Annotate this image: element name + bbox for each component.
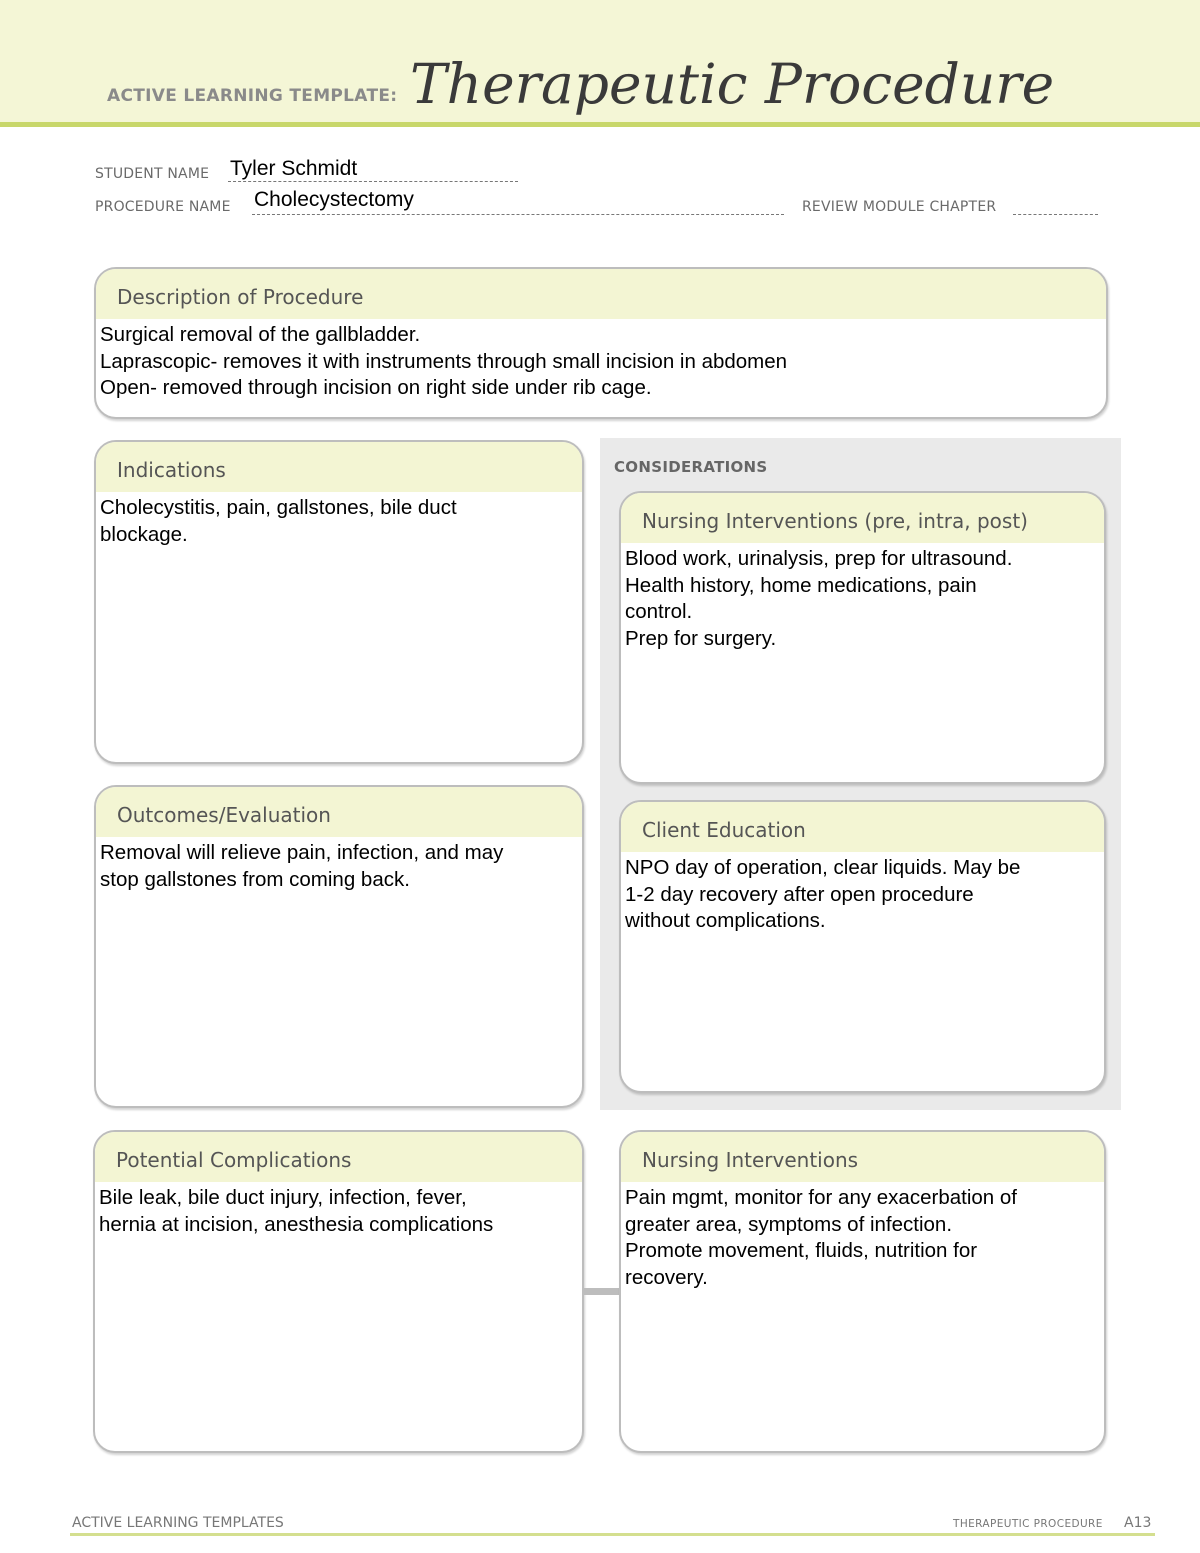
complications-line: Bile leak, bile duct injury, infection, fever, (99, 1186, 467, 1209)
nursing-interventions-line: recovery. (625, 1265, 708, 1289)
indications-heading: Indications (96, 442, 582, 492)
page-title: Therapeutic Procedure (410, 52, 1055, 116)
complications-line: hernia at incision, anesthesia complications (99, 1212, 494, 1236)
description-line: Laprascopic- removes it with instruments through small incision in abdomen (100, 349, 788, 373)
nursing-interventions-line: Blood work, urinalysis, prep for ultrasound. (625, 547, 1013, 570)
nursing-interventions-line: Prep for surgery. (625, 626, 777, 650)
nursing-interventions-line: Pain mgmt, monitor for any exacerbation of (625, 1186, 1017, 1209)
nursing-interventions-pre-intra-post-heading: Nursing Interventions (pre, intra, post) (621, 493, 1104, 543)
description-line: Surgical removal of the gallbladder. (100, 323, 421, 346)
indications-line: blockage. (100, 522, 188, 546)
outcomes-line: Removal will relieve pain, infection, and may (100, 841, 504, 864)
nursing-interventions-heading: Nursing Interventions (621, 1132, 1104, 1182)
client-education-content[interactable] (621, 852, 1104, 935)
indications-content[interactable] (96, 492, 582, 548)
template-label: ACTIVE LEARNING TEMPLATE: (107, 86, 398, 106)
review-module-label: REVIEW MODULE CHAPTER (802, 199, 997, 215)
nursing-interventions-pre-intra-post-content[interactable] (621, 543, 1104, 652)
procedure-name-line (252, 214, 784, 215)
nursing-interventions-box (619, 1130, 1106, 1453)
nursing-interventions-content[interactable] (621, 1182, 1104, 1291)
considerations-label: CONSIDERATIONS (614, 458, 768, 476)
complications-content[interactable] (95, 1182, 582, 1238)
procedure-name-label: PROCEDURE NAME (95, 199, 231, 215)
nursing-interventions-line: Promote movement, fluids, nutrition for (625, 1239, 978, 1262)
header-divider (0, 122, 1200, 127)
description-content[interactable] (96, 319, 1106, 402)
indications-line: Cholecystitis, pain, gallstones, bile duct (100, 496, 457, 519)
client-education-line: 1-2 day recovery after open procedure (625, 882, 974, 906)
box-connector (582, 1288, 622, 1295)
complications-box (93, 1130, 584, 1453)
client-education-box (619, 800, 1106, 1093)
student-name-value[interactable]: Tyler Schmidt (230, 157, 358, 180)
procedure-name-value[interactable]: Cholecystectomy (254, 188, 414, 211)
footer-divider (70, 1533, 1155, 1536)
description-box (94, 267, 1108, 419)
outcomes-line: stop gallstones from coming back. (100, 867, 410, 891)
footer-right-label: THERAPEUTIC PROCEDURE (953, 1518, 1103, 1530)
outcomes-content[interactable] (96, 837, 582, 893)
outcomes-heading: Outcomes/Evaluation (96, 787, 582, 837)
nursing-interventions-line: greater area, symptoms of infection. (625, 1212, 953, 1236)
nursing-interventions-pre-intra-post-box (619, 491, 1106, 784)
nursing-interventions-line: Health history, home medications, pain (625, 573, 977, 597)
indications-box (94, 440, 584, 764)
client-education-heading: Client Education (621, 802, 1104, 852)
student-name-label: STUDENT NAME (95, 166, 210, 182)
student-name-line (228, 181, 518, 182)
complications-heading: Potential Complications (95, 1132, 582, 1182)
nursing-interventions-line: control. (625, 600, 693, 623)
outcomes-box (94, 785, 584, 1108)
client-education-line: without complications. (625, 909, 826, 932)
page-number: A13 (1124, 1515, 1152, 1531)
footer-left-label: ACTIVE LEARNING TEMPLATES (72, 1515, 284, 1531)
client-education-line: NPO day of operation, clear liquids. May be (625, 856, 1021, 879)
review-module-line (1013, 214, 1098, 215)
description-line: Open- removed through incision on right side under rib cage. (100, 376, 652, 399)
description-heading: Description of Procedure (96, 269, 1106, 319)
